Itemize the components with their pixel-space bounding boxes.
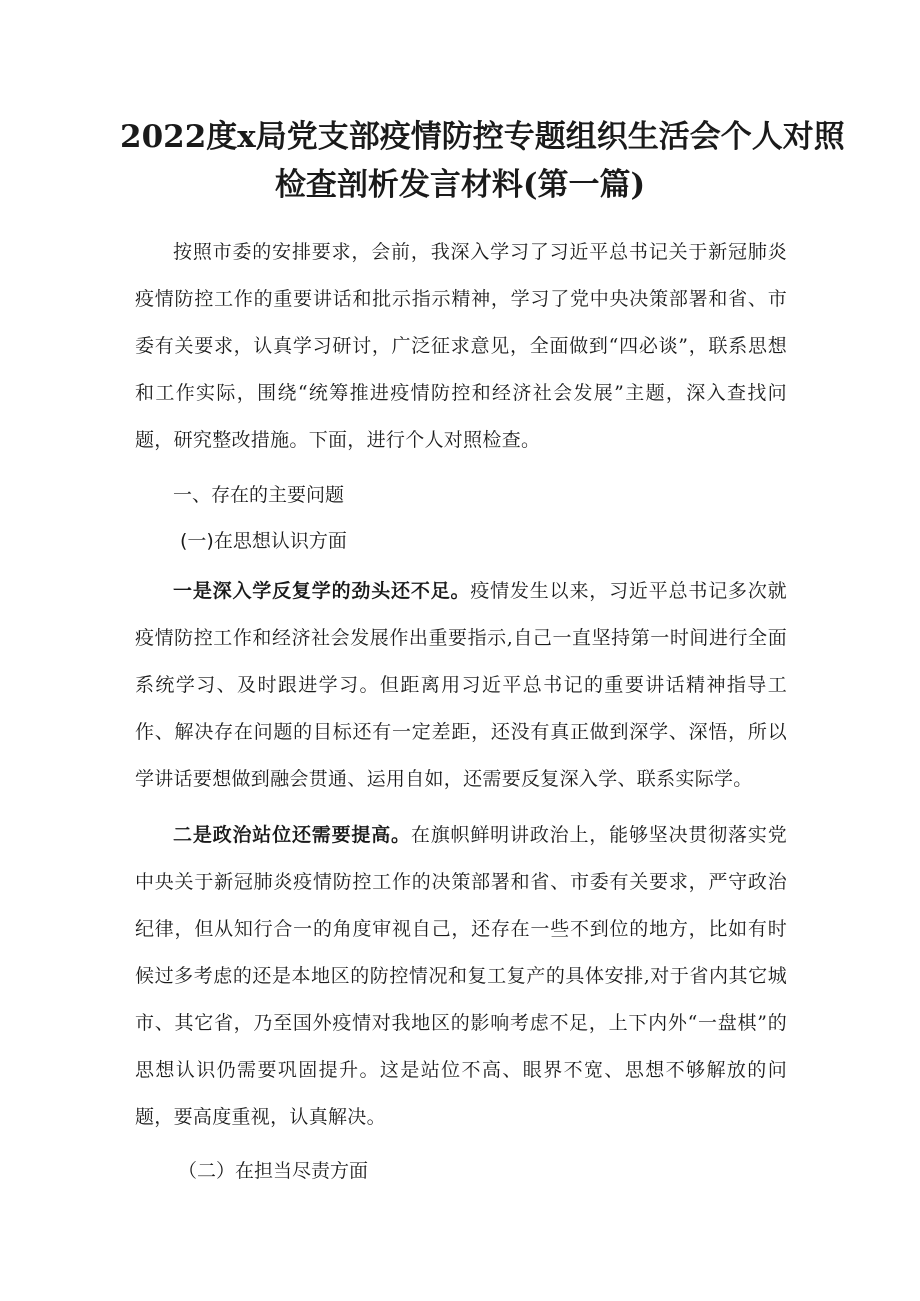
- section-heading-problems: 一、存在的主要问题: [173, 484, 345, 506]
- point-2-paragraph: [135, 812, 787, 1141]
- subsection-heading-thinking: (一)在思想认识方面: [180, 530, 347, 552]
- point-1-paragraph: [135, 568, 787, 803]
- title-line-2: 检查剖析发言材料(第一篇): [274, 167, 646, 203]
- point-1-body: 疫情发生以来，习近平总书记多次就疫情防控工作和经济社会发展作出重要指示,自己一直坚持第一时间进行全面系统学习、及时跟进学习。但距离用习近平总书记的重要讲话精神指导工作、解决存在问题的目标还有一定差距，还没有真正做到深学、深悟，所以学讲话要想做到融会贯通、运用自如，还需要反复深入学、联系实际学。: [135, 580, 787, 790]
- point-1-lead: 一是深入学反复学的劲头还不足。: [173, 580, 471, 602]
- point-2-body: 在旗帜鲜明讲政治上，能够坚决贯彻落实党中央关于新冠肺炎疫情防控工作的决策部署和省、市委有关要求，严守政治纪律，但从知行合一的角度审视自己，还存在一些不到位的地方，比如有时候过多考虑的还是本地区的防控情况和复工复产的具体安排,对于省内其它城市、其它省，乃至国外疫情对我地区的影响考虑不足，上下内外“一盘棋”的思想认识仍需要巩固提升。这是站位不高、眼界不宽、思想不够解放的问题，要高度重视，认真解决。: [135, 824, 788, 1128]
- subsection-heading-responsibility: （二）在担当尽责方面: [178, 1160, 369, 1182]
- point-2-lead: 二是政治站位还需要提高。: [173, 824, 411, 846]
- title-line-1: 2022度x局党支部疫情防控专题组织生活会个人对照: [120, 119, 845, 155]
- intro-paragraph: 按照市委的安排要求，会前，我深入学习了习近平总书记关于新冠肺炎疫情防控工作的重要讲话和批示指示精神，学习了党中央决策部署和省、市委有关要求，认真学习研讨，广泛征求意见，全面做到“四必谈”，联系思想和工作实际，围绕“统筹推进疫情防控和经济社会发展”主题，深入查找问题，研究整改措施。下面，进行个人对照检查。: [135, 241, 787, 451]
